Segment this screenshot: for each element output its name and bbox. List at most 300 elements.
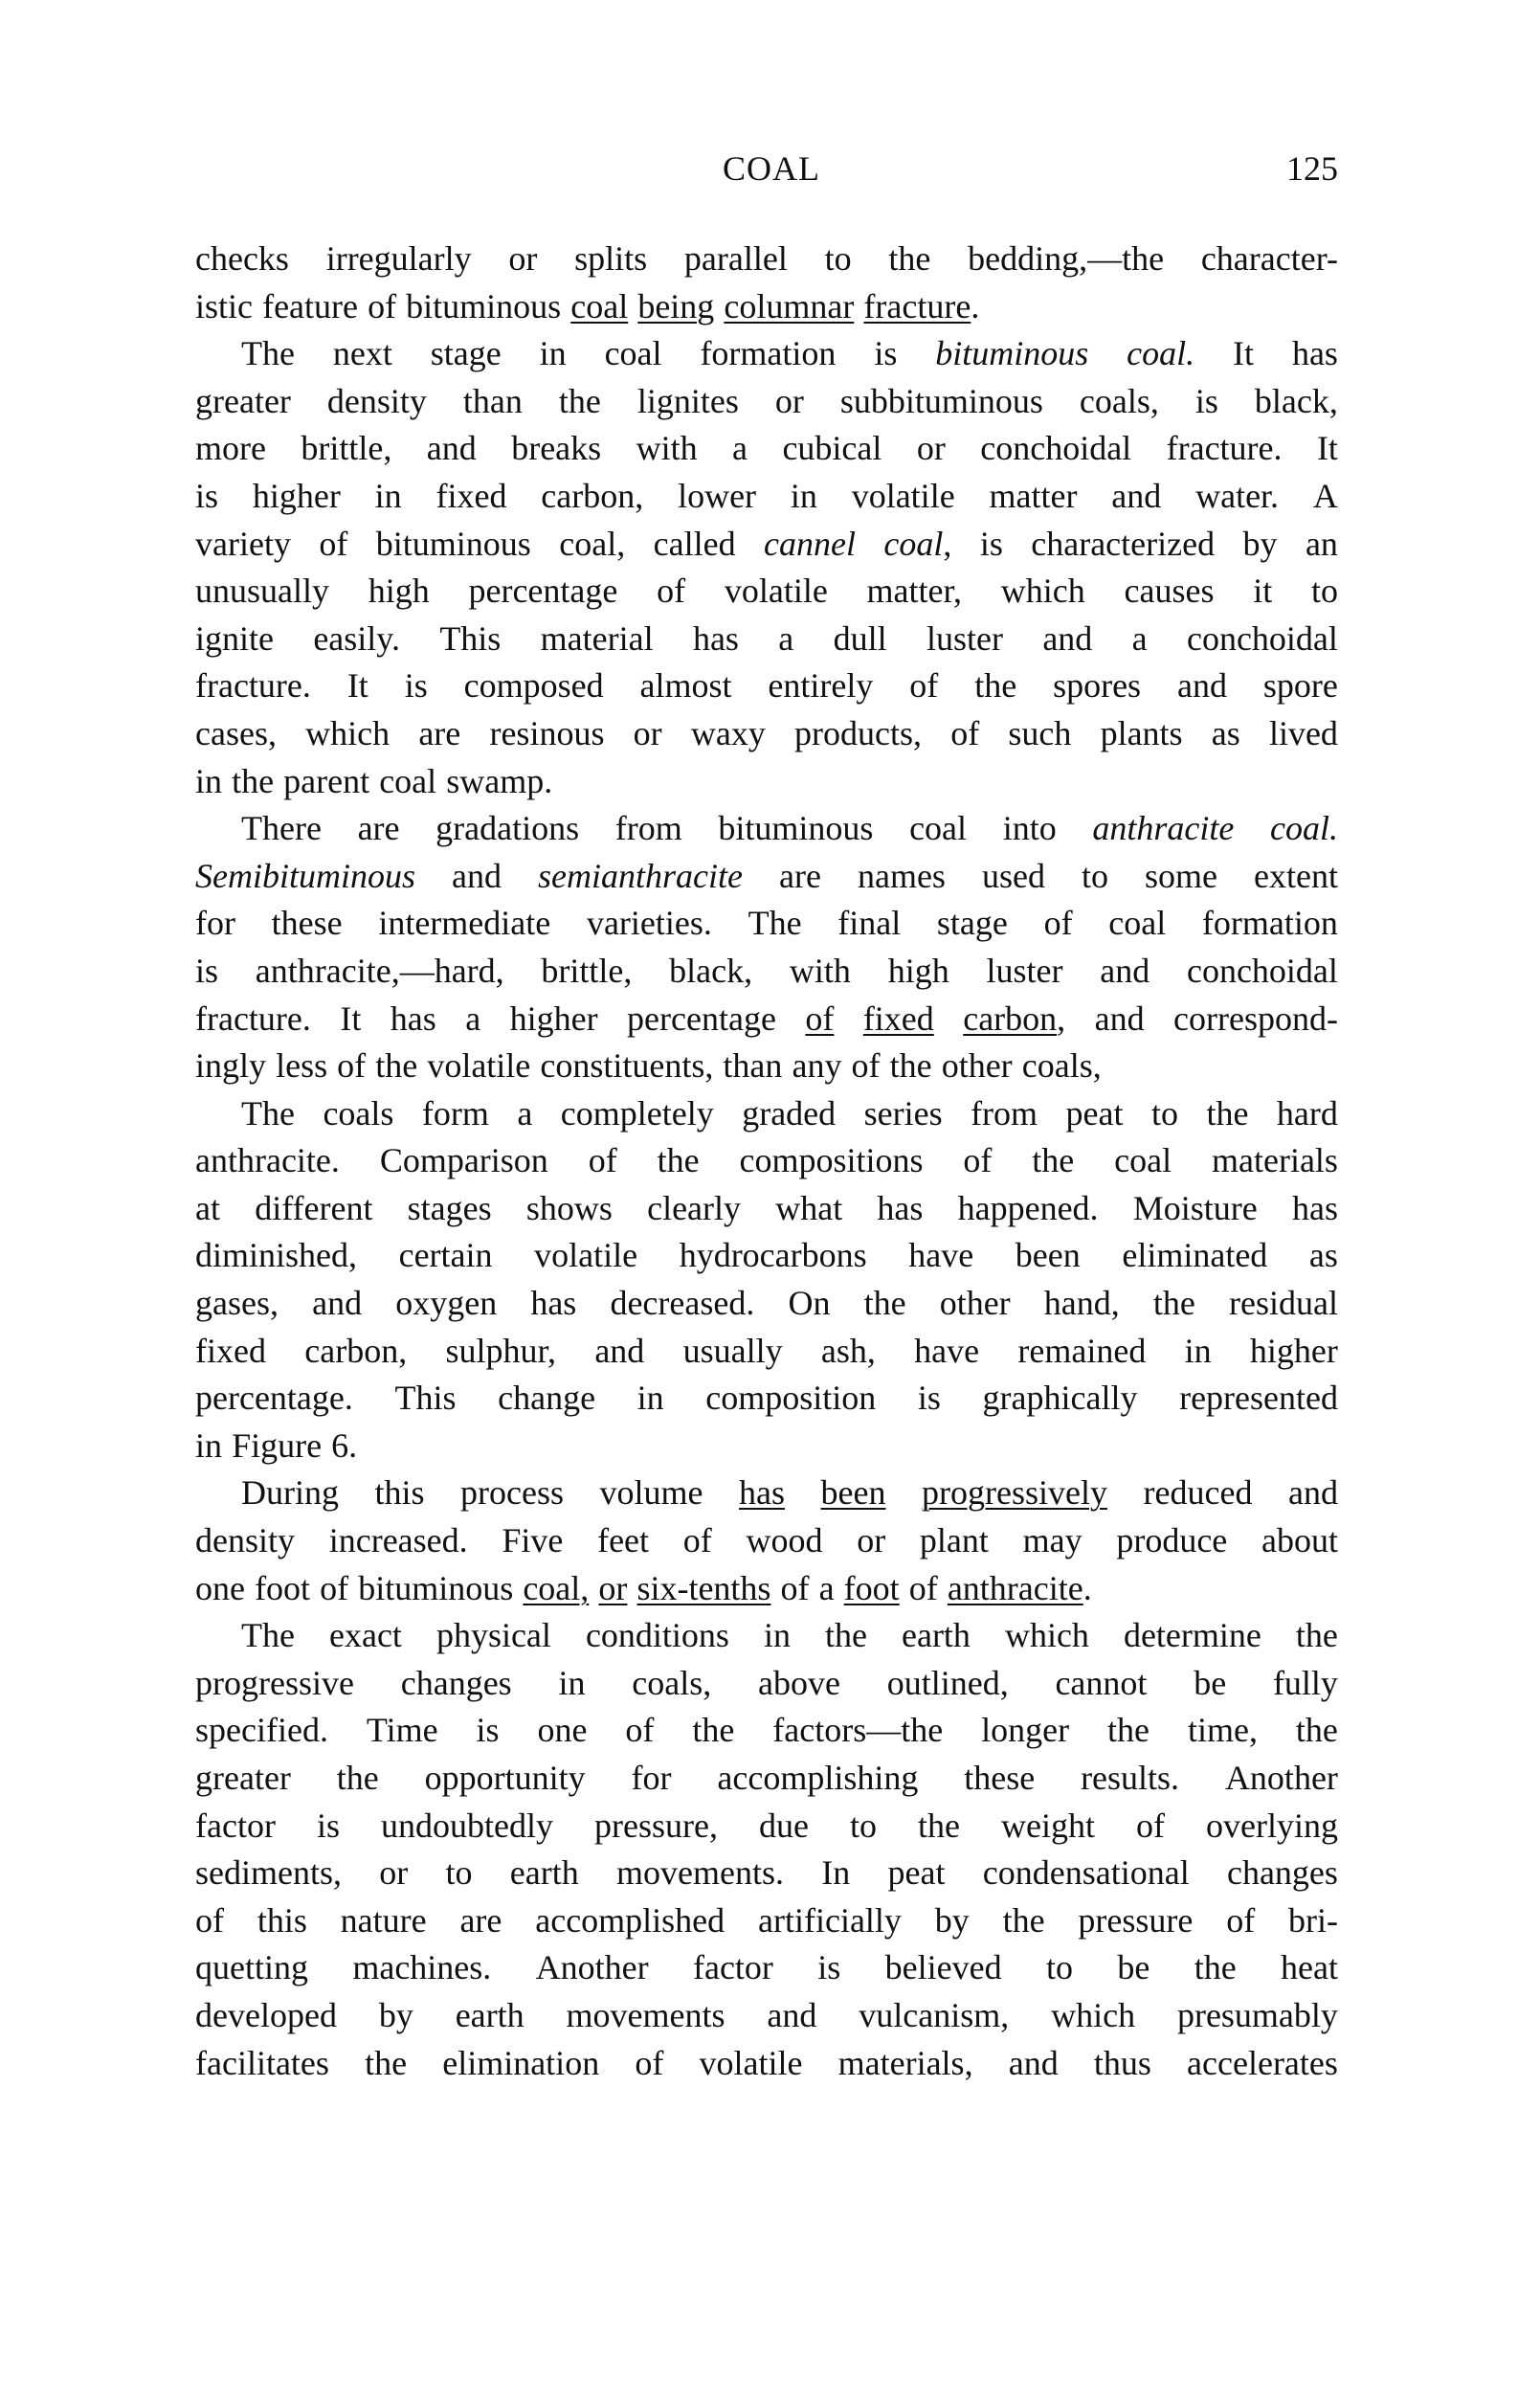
word bbox=[1206, 1090, 1248, 1138]
text-run: brittle, bbox=[541, 951, 633, 990]
text-run: above bbox=[757, 1663, 840, 1702]
text-run: and bbox=[1100, 951, 1150, 990]
text-run: the bbox=[558, 381, 601, 420]
word bbox=[768, 662, 873, 710]
text-run: quetting bbox=[195, 1948, 308, 1987]
word bbox=[616, 1850, 784, 1897]
word bbox=[439, 616, 501, 663]
text-run: of bbox=[950, 713, 980, 752]
word bbox=[1270, 805, 1338, 853]
text-run: the bbox=[1107, 1711, 1150, 1750]
word bbox=[536, 1944, 649, 1992]
word bbox=[195, 662, 311, 710]
word bbox=[627, 996, 776, 1043]
text-run: conchoidal bbox=[980, 429, 1132, 468]
text-run: luster bbox=[986, 951, 1063, 990]
word bbox=[825, 236, 852, 283]
text-run: more bbox=[195, 429, 266, 468]
text-run: the bbox=[1002, 1900, 1045, 1940]
text-run: accomplished bbox=[535, 1900, 725, 1940]
word bbox=[1261, 1517, 1338, 1565]
text-run: and bbox=[594, 1331, 645, 1370]
text-run: developed bbox=[195, 1995, 337, 2034]
word bbox=[1177, 662, 1227, 710]
text-run: anthracite. bbox=[195, 1141, 340, 1180]
text-run: formation bbox=[700, 334, 837, 373]
text-run: bituminous bbox=[358, 1568, 514, 1607]
word bbox=[323, 1090, 393, 1138]
text-run: residual bbox=[1229, 1284, 1338, 1323]
text-run: pressure, bbox=[593, 1806, 718, 1845]
text-run: of bbox=[780, 1568, 810, 1607]
text-line bbox=[195, 1897, 1338, 1945]
text-run: It bbox=[340, 999, 362, 1038]
word bbox=[718, 805, 873, 853]
word bbox=[680, 1232, 867, 1280]
word bbox=[255, 1565, 310, 1613]
word bbox=[917, 425, 946, 473]
text-run: sediments, bbox=[195, 1853, 342, 1893]
text-run: results. bbox=[1081, 1759, 1180, 1797]
text-run: volatile bbox=[699, 2043, 803, 2082]
text-line bbox=[195, 378, 1338, 426]
word bbox=[232, 758, 274, 806]
word bbox=[1031, 521, 1215, 569]
word bbox=[600, 1470, 703, 1517]
text-run: are bbox=[779, 856, 821, 895]
italic-text: semianthracite bbox=[538, 856, 743, 895]
word bbox=[422, 1090, 489, 1138]
word bbox=[337, 1755, 379, 1803]
word bbox=[632, 1660, 711, 1708]
text-run: Another bbox=[1224, 1759, 1338, 1797]
word bbox=[834, 616, 887, 663]
text-run: the bbox=[365, 2043, 408, 2082]
word bbox=[654, 521, 736, 569]
word bbox=[980, 521, 1003, 569]
text-run: Time bbox=[366, 1711, 438, 1750]
text-run: this bbox=[257, 1900, 307, 1940]
word bbox=[1042, 616, 1092, 663]
text-run: In bbox=[821, 1853, 851, 1893]
text-line bbox=[195, 1755, 1338, 1803]
word bbox=[964, 1755, 1035, 1803]
italic-text: cannel bbox=[764, 524, 856, 563]
word bbox=[625, 1707, 654, 1755]
text-run: change bbox=[498, 1379, 596, 1418]
text-run: remained bbox=[1017, 1331, 1147, 1370]
text-run: water. bbox=[1195, 476, 1280, 515]
word bbox=[1206, 1803, 1338, 1851]
italic-text: anthracite bbox=[1092, 809, 1235, 848]
text-run: is bbox=[979, 524, 1003, 563]
text-run: some bbox=[1145, 856, 1217, 895]
text-run: of bbox=[320, 1568, 349, 1607]
text-run: higher bbox=[509, 999, 598, 1038]
word bbox=[1066, 1090, 1124, 1138]
text-run: are bbox=[418, 713, 461, 752]
word bbox=[431, 330, 502, 378]
text-run: is bbox=[195, 951, 219, 990]
text-run: vulcanism, bbox=[859, 1995, 1010, 2034]
text-run: the bbox=[863, 1284, 906, 1323]
word bbox=[195, 1992, 337, 2040]
text-run: compositions bbox=[739, 1141, 924, 1180]
word bbox=[435, 805, 579, 853]
text-run: plants bbox=[1100, 713, 1183, 752]
text-run: plant bbox=[919, 1521, 989, 1560]
word bbox=[526, 1185, 613, 1233]
text-run: is bbox=[817, 1948, 841, 1987]
text-run: has bbox=[1291, 1188, 1338, 1227]
text-run: diminished, bbox=[195, 1236, 357, 1275]
text-line bbox=[195, 568, 1338, 616]
word bbox=[195, 1707, 328, 1755]
text-run: bri- bbox=[1288, 1900, 1338, 1940]
word bbox=[1094, 2040, 1151, 2088]
text-line bbox=[195, 473, 1338, 521]
word bbox=[1227, 1850, 1338, 1897]
text-line bbox=[195, 1423, 1338, 1470]
text-run: has bbox=[877, 1188, 924, 1227]
word bbox=[859, 1992, 1009, 2040]
word bbox=[257, 1897, 307, 1945]
word bbox=[1296, 1612, 1338, 1660]
word bbox=[463, 378, 523, 426]
text-run: by bbox=[378, 1995, 413, 2034]
text-run: easily. bbox=[313, 618, 400, 658]
text-run: coals, bbox=[1021, 1046, 1102, 1086]
text-run: the bbox=[1206, 1093, 1249, 1133]
body-text bbox=[195, 236, 1338, 2087]
text-run: graded bbox=[742, 1093, 837, 1133]
text-run: as bbox=[1308, 1236, 1338, 1275]
text-line bbox=[195, 853, 1338, 901]
text-run: facilitates bbox=[195, 2043, 329, 2082]
word bbox=[981, 1707, 1069, 1755]
word bbox=[1212, 710, 1240, 758]
text-run: any bbox=[792, 1046, 842, 1086]
word bbox=[909, 1565, 938, 1613]
word bbox=[561, 1090, 714, 1138]
text-run: called bbox=[653, 524, 736, 563]
text-line bbox=[195, 1232, 1338, 1280]
text-run: is bbox=[316, 1806, 340, 1845]
text-run: character- bbox=[1200, 239, 1338, 278]
text-run: has bbox=[530, 1284, 577, 1323]
text-run: the bbox=[1295, 1616, 1338, 1655]
word bbox=[864, 1280, 906, 1328]
word bbox=[1311, 568, 1338, 616]
word bbox=[821, 1850, 850, 1897]
text-run: this bbox=[374, 1473, 425, 1513]
text-run: next bbox=[332, 334, 392, 373]
word bbox=[276, 1043, 327, 1090]
word bbox=[459, 1897, 502, 1945]
word bbox=[523, 1565, 589, 1613]
word bbox=[1253, 568, 1272, 616]
word bbox=[446, 1850, 473, 1897]
text-run: and bbox=[1094, 999, 1145, 1038]
word bbox=[717, 1755, 918, 1803]
text-run: sulphur, bbox=[445, 1331, 557, 1370]
text-run: weight bbox=[1000, 1806, 1095, 1845]
word bbox=[195, 710, 277, 758]
text-run: the bbox=[824, 1616, 867, 1655]
word bbox=[775, 378, 804, 426]
word bbox=[1233, 330, 1254, 378]
word bbox=[456, 1992, 524, 2040]
text-run: a bbox=[732, 429, 748, 468]
text-run: cannot bbox=[1055, 1663, 1148, 1702]
text-run: of bbox=[682, 1521, 712, 1560]
word bbox=[758, 1660, 840, 1708]
text-run: of bbox=[368, 286, 397, 325]
word bbox=[1044, 900, 1073, 948]
word bbox=[1292, 330, 1338, 378]
word bbox=[195, 425, 266, 473]
text-run: to bbox=[445, 1853, 473, 1893]
word bbox=[337, 1043, 366, 1090]
word bbox=[791, 473, 817, 521]
word bbox=[1309, 1232, 1338, 1280]
word bbox=[1292, 1185, 1338, 1233]
text-run: During bbox=[241, 1473, 339, 1513]
text-run: coal bbox=[1114, 1141, 1172, 1180]
word bbox=[888, 236, 930, 283]
text-run: cubical bbox=[782, 429, 882, 468]
text-run: products, bbox=[794, 713, 922, 752]
word bbox=[195, 1850, 342, 1897]
word bbox=[1022, 1043, 1102, 1090]
text-line bbox=[195, 1043, 1338, 1090]
text-run: gases, bbox=[195, 1284, 279, 1323]
word bbox=[1296, 1707, 1338, 1755]
text-run: greater bbox=[195, 381, 291, 420]
word bbox=[1078, 1897, 1193, 1945]
word bbox=[732, 425, 748, 473]
text-run: matter bbox=[989, 476, 1078, 515]
word bbox=[1288, 1470, 1338, 1517]
text-run: hand, bbox=[1043, 1284, 1120, 1323]
word bbox=[1092, 805, 1234, 853]
text-line bbox=[195, 662, 1338, 710]
text-run: it bbox=[1253, 572, 1273, 611]
text-run: bedding,—the bbox=[968, 239, 1165, 278]
text-run: one bbox=[537, 1711, 588, 1750]
text-run: than bbox=[723, 1046, 783, 1086]
word bbox=[502, 1517, 563, 1565]
word bbox=[605, 330, 662, 378]
text-run: causes bbox=[1124, 572, 1215, 611]
text-run: The bbox=[241, 1616, 295, 1655]
word bbox=[748, 900, 802, 948]
text-run: lignites bbox=[636, 381, 739, 420]
text-run: less bbox=[276, 1046, 328, 1086]
text-run: the bbox=[1194, 1948, 1237, 1987]
text-run: It bbox=[1316, 429, 1338, 468]
text-run: these bbox=[271, 904, 343, 943]
word bbox=[489, 710, 604, 758]
word bbox=[1032, 1137, 1074, 1185]
word bbox=[1003, 1897, 1045, 1945]
text-run: and bbox=[452, 856, 502, 895]
word bbox=[195, 900, 235, 948]
word bbox=[312, 1280, 362, 1328]
word bbox=[877, 1185, 923, 1233]
word bbox=[739, 1470, 785, 1517]
text-run: coals, bbox=[632, 1663, 712, 1702]
text-run: resinous bbox=[489, 713, 605, 752]
text-run: in bbox=[763, 1616, 791, 1655]
text-run: has bbox=[1291, 334, 1338, 373]
word bbox=[942, 1043, 1013, 1090]
text-run: with bbox=[789, 951, 851, 990]
text-line bbox=[195, 1280, 1338, 1328]
word bbox=[427, 425, 477, 473]
underlined-text: or bbox=[598, 1568, 628, 1607]
text-line bbox=[195, 1137, 1338, 1185]
word bbox=[1001, 568, 1085, 616]
text-run: coal bbox=[379, 761, 437, 800]
word bbox=[375, 1470, 425, 1517]
word bbox=[327, 378, 427, 426]
text-run: swamp. bbox=[446, 761, 553, 800]
text-run: such bbox=[1008, 713, 1072, 752]
text-run: percentage. bbox=[195, 1379, 353, 1418]
word bbox=[195, 1185, 220, 1233]
word bbox=[885, 1944, 1002, 1992]
text-run: of bbox=[1226, 1900, 1256, 1940]
text-run: greater bbox=[195, 1759, 291, 1797]
word bbox=[1003, 805, 1057, 853]
text-run: subbituminous bbox=[839, 381, 1043, 420]
text-run: due bbox=[758, 1806, 809, 1845]
word bbox=[874, 330, 897, 378]
word bbox=[968, 236, 1164, 283]
word bbox=[541, 948, 632, 996]
word bbox=[317, 1803, 340, 1851]
text-run: is bbox=[476, 1711, 500, 1750]
text-run: to bbox=[1081, 856, 1108, 895]
text-run: accomplishing bbox=[717, 1759, 919, 1797]
text-run: volatile bbox=[724, 572, 828, 611]
italic-text: coal. bbox=[1127, 334, 1195, 373]
text-run: the bbox=[889, 1046, 932, 1086]
text-run: reduced bbox=[1143, 1473, 1253, 1513]
word bbox=[918, 1803, 960, 1851]
text-run: which bbox=[305, 713, 391, 752]
word bbox=[1243, 521, 1278, 569]
text-run: and bbox=[1042, 618, 1093, 658]
word bbox=[586, 1612, 729, 1660]
text-run: the bbox=[657, 1141, 700, 1180]
text-run: intermediate bbox=[378, 904, 551, 943]
word bbox=[1124, 1612, 1261, 1660]
word bbox=[724, 283, 854, 331]
text-run: of bbox=[908, 1568, 938, 1607]
text-run: to bbox=[824, 239, 852, 278]
text-run: believed bbox=[884, 1948, 1002, 1987]
text-run: brittle, bbox=[301, 429, 392, 468]
word bbox=[1269, 710, 1338, 758]
text-line bbox=[195, 1517, 1338, 1565]
text-run: in bbox=[790, 476, 817, 515]
word bbox=[465, 996, 480, 1043]
word bbox=[195, 1565, 245, 1613]
word bbox=[195, 996, 311, 1043]
underlined-text: coal bbox=[570, 286, 629, 325]
word bbox=[464, 662, 604, 710]
word bbox=[256, 948, 504, 996]
word bbox=[684, 236, 788, 283]
text-line bbox=[195, 948, 1338, 996]
text-run: and bbox=[1111, 476, 1162, 515]
text-run: feature bbox=[262, 286, 358, 325]
text-run: the bbox=[375, 1046, 418, 1086]
text-run: variety bbox=[195, 524, 291, 563]
word bbox=[381, 1803, 553, 1851]
word bbox=[195, 758, 222, 806]
text-run: composition bbox=[705, 1379, 877, 1418]
text-run: spores bbox=[1053, 666, 1142, 706]
word bbox=[460, 1470, 564, 1517]
word bbox=[511, 425, 601, 473]
text-run: ignite bbox=[195, 618, 274, 658]
word bbox=[427, 1043, 530, 1090]
text-run: into bbox=[1002, 809, 1057, 848]
word bbox=[195, 1660, 354, 1708]
text-run: longer bbox=[981, 1711, 1070, 1750]
word bbox=[1017, 1328, 1146, 1376]
word bbox=[1202, 900, 1338, 948]
text-run: used bbox=[981, 856, 1045, 895]
word bbox=[779, 853, 821, 901]
text-run: opportunity bbox=[424, 1759, 586, 1797]
text-run: with bbox=[636, 429, 698, 468]
word bbox=[914, 1328, 979, 1376]
word bbox=[634, 710, 662, 758]
text-run: the bbox=[692, 1711, 735, 1750]
text-run: istic bbox=[195, 286, 253, 325]
text-run: matter, bbox=[866, 572, 963, 611]
word bbox=[637, 1375, 664, 1423]
text-run: . bbox=[1082, 1568, 1092, 1607]
text-run: are bbox=[459, 1900, 502, 1940]
text-run: It bbox=[346, 666, 368, 706]
word bbox=[852, 1043, 881, 1090]
text-run: of bbox=[851, 1046, 881, 1086]
page-number: 125 bbox=[1286, 149, 1338, 188]
text-run: percentage bbox=[468, 572, 618, 611]
text-line bbox=[195, 1375, 1338, 1423]
text-run: specified. bbox=[195, 1711, 328, 1750]
text-line bbox=[195, 283, 1338, 331]
word bbox=[510, 996, 598, 1043]
word bbox=[1187, 616, 1338, 663]
text-run: lower bbox=[678, 476, 757, 515]
italic-text: Semibituminous bbox=[195, 856, 415, 895]
text-run: high bbox=[887, 951, 949, 990]
text-run: certain bbox=[398, 1236, 493, 1275]
text-line bbox=[195, 2040, 1338, 2088]
word bbox=[195, 568, 329, 616]
word bbox=[313, 616, 400, 663]
word bbox=[693, 616, 739, 663]
word bbox=[1125, 568, 1215, 616]
word bbox=[1046, 1944, 1073, 1992]
text-run: the bbox=[232, 761, 275, 800]
